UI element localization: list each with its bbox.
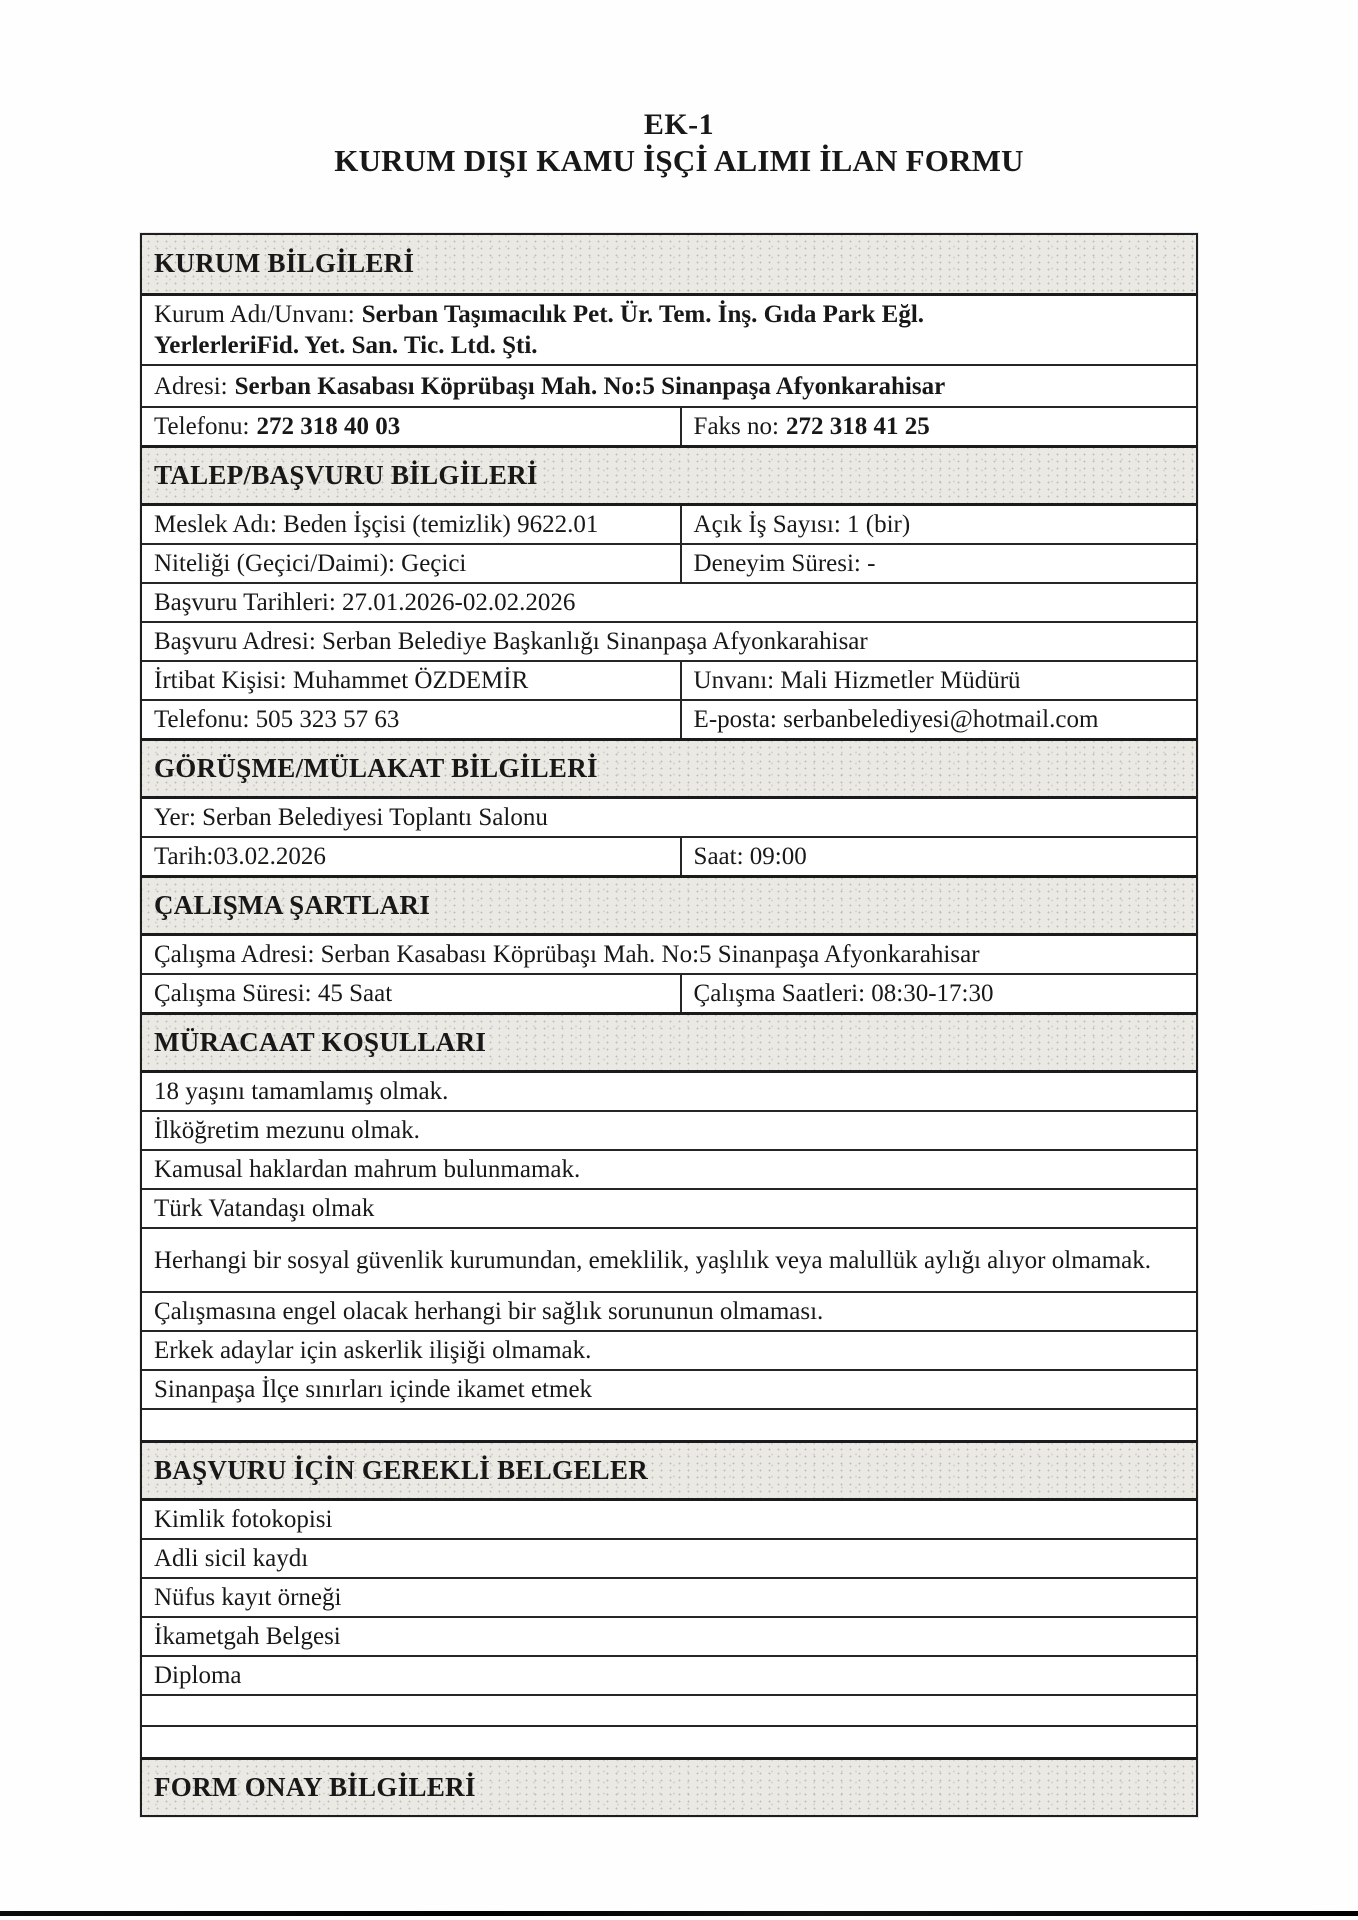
list-item-belge xyxy=(142,1498,1196,1538)
row-meslek-acikis xyxy=(142,503,1196,543)
empty-row xyxy=(142,1725,1196,1757)
list-item-kosul xyxy=(142,1070,1196,1110)
list-item-kosul xyxy=(142,1291,1196,1330)
kosul-text: Türk Vatandaşı olmak xyxy=(154,1195,375,1222)
belge-text: Adli sicil kaydı xyxy=(154,1545,309,1572)
field-saat: Saat: 09:00 xyxy=(680,838,1196,875)
field-kurum-faks xyxy=(680,408,1196,445)
section-header-muracaat-kosullari xyxy=(142,1012,1196,1070)
field-irtibat-kisisi: İrtibat Kişisi: Muhammet ÖZDEMİR xyxy=(154,667,529,694)
row-kurum-adres xyxy=(142,364,1196,406)
kosul-text: Erkek adaylar için askerlik ilişiği olmamak. xyxy=(154,1337,592,1364)
field-value: 272 318 41 25 xyxy=(785,413,930,440)
list-item-kosul xyxy=(142,1227,1196,1291)
section-header-talep-basvuru xyxy=(142,445,1196,503)
belge-text: Nüfus kayıt örneği xyxy=(154,1584,342,1611)
kosul-text: Kamusal haklardan mahrum bulunmamak. xyxy=(154,1156,581,1183)
field-kurum-adi xyxy=(142,296,1196,364)
field-label: Kurum Adı/Unvanı: xyxy=(154,301,355,328)
field-meslek-adi: Meslek Adı: Beden İşçisi (temizlik) 9622.01 xyxy=(154,511,599,538)
belge-text: Kimlik fotokopisi xyxy=(154,1506,333,1533)
field-eposta: E-posta: serbanbelediyesi@hotmail.com xyxy=(680,701,1196,738)
row-tarih-saat xyxy=(142,836,1196,875)
field-label: Telefonu: xyxy=(154,413,250,440)
list-item-kosul xyxy=(142,1369,1196,1408)
field-calisma-adresi: Çalışma Adresi: Serban Kasabası Köprübaşı Mah. No:5 Sinanpaşa Afyonkarahisar xyxy=(154,941,980,968)
belge-text: Diploma xyxy=(154,1662,242,1689)
field-telefonu: Telefonu: 505 323 57 63 xyxy=(154,706,400,733)
kosul-text: 18 yaşını tamamlamış olmak. xyxy=(154,1078,449,1105)
row-calisma-adresi xyxy=(142,933,1196,973)
section-header-label: GÖRÜŞME/MÜLAKAT BİLGİLERİ xyxy=(154,752,598,783)
list-item-kosul xyxy=(142,1110,1196,1149)
field-niteligi: Niteliği (Geçici/Daimi): Geçici xyxy=(154,550,467,577)
section-header-label: BAŞVURU İÇİN GEREKLİ BELGELER xyxy=(154,1454,649,1485)
row-basvuru-tarihleri xyxy=(142,582,1196,621)
kosul-text: Çalışmasına engel olacak herhangi bir sağlık sorununun olmaması. xyxy=(154,1298,824,1325)
page-bottom-scan-line xyxy=(0,1911,1358,1916)
field-label: Adresi: xyxy=(154,372,228,400)
field-acik-is-sayisi: Açık İş Sayısı: 1 (bir) xyxy=(680,506,1196,543)
empty-row xyxy=(142,1694,1196,1725)
list-item-belge xyxy=(142,1655,1196,1694)
empty-row xyxy=(142,1408,1196,1440)
form-title: KURUM DIŞI KAMU İŞÇİ ALIMI İLAN FORMU xyxy=(334,143,1024,178)
field-value: Serban Kasabası Köprübaşı Mah. No:5 Sinanpaşa Afyonkarahisar xyxy=(234,372,946,400)
form-table xyxy=(140,233,1198,1817)
belge-text: İkametgah Belgesi xyxy=(154,1623,341,1650)
section-header-label: KURUM BİLGİLERİ xyxy=(154,248,415,279)
section-header-gorusme-mulakat xyxy=(142,738,1196,796)
row-kurum-telefon-faks xyxy=(142,406,1196,445)
field-yer: Yer: Serban Belediyesi Toplantı Salonu xyxy=(154,804,548,831)
field-unvani: Unvanı: Mali Hizmetler Müdürü xyxy=(680,662,1196,699)
section-header-label: MÜRACAAT KOŞULLARI xyxy=(154,1026,487,1057)
section-header-calisma-sartlari xyxy=(142,875,1196,933)
section-header-form-onay xyxy=(142,1757,1196,1815)
field-deneyim-suresi: Deneyim Süresi: - xyxy=(680,545,1196,582)
row-nitelik-deneyim xyxy=(142,543,1196,582)
field-basvuru-tarihleri: Başvuru Tarihleri: 27.01.2026-02.02.2026 xyxy=(154,589,576,616)
field-label: Faks no: xyxy=(693,413,779,440)
row-sure-saatler xyxy=(142,973,1196,1012)
list-item-belge xyxy=(142,1577,1196,1616)
field-value: Serban Taşımacılık Pet. Ür. Tem. İnş. Gıda Park Eğl. YerlerleriFid. Yet. San. Tic. Ltd. Şti. xyxy=(154,301,925,359)
section-header-label: FORM ONAY BİLGİLERİ xyxy=(154,1771,476,1802)
field-tarih: Tarih:03.02.2026 xyxy=(154,843,326,870)
row-irtibat-unvan xyxy=(142,660,1196,699)
field-basvuru-adresi: Başvuru Adresi: Serban Belediye Başkanlığı Sinanpaşa Afyonkarahisar xyxy=(154,628,868,655)
row-kurum-adi xyxy=(142,293,1196,364)
row-gorusme-yer xyxy=(142,796,1196,836)
row-basvuru-adresi xyxy=(142,621,1196,660)
list-item-kosul xyxy=(142,1188,1196,1227)
section-header-label: TALEP/BAŞVURU BİLGİLERİ xyxy=(154,459,538,490)
row-telefon-eposta xyxy=(142,699,1196,738)
attachment-label: EK-1 xyxy=(643,108,715,141)
field-calisma-saatleri: Çalışma Saatleri: 08:30-17:30 xyxy=(680,975,1196,1012)
list-item-kosul xyxy=(142,1330,1196,1369)
field-value: 272 318 40 03 xyxy=(256,413,401,440)
field-calisma-suresi: Çalışma Süresi: 45 Saat xyxy=(154,980,393,1007)
kosul-text: İlköğretim mezunu olmak. xyxy=(154,1117,420,1144)
field-kurum-telefon xyxy=(142,408,680,445)
kosul-text: Sinanpaşa İlçe sınırları içinde ikamet etmek xyxy=(154,1376,593,1403)
section-header-label: ÇALIŞMA ŞARTLARI xyxy=(154,889,431,920)
section-header-kurum-bilgileri xyxy=(142,235,1196,293)
list-item-belge xyxy=(142,1616,1196,1655)
list-item-kosul xyxy=(142,1149,1196,1188)
section-header-gerekli-belgeler xyxy=(142,1440,1196,1498)
list-item-belge xyxy=(142,1538,1196,1577)
field-kurum-adres xyxy=(142,366,1196,406)
kosul-text: Herhangi bir sosyal güvenlik kurumundan, emeklilik, yaşlılık veya malullük aylığı alıyor olmamak. xyxy=(154,1246,1152,1274)
